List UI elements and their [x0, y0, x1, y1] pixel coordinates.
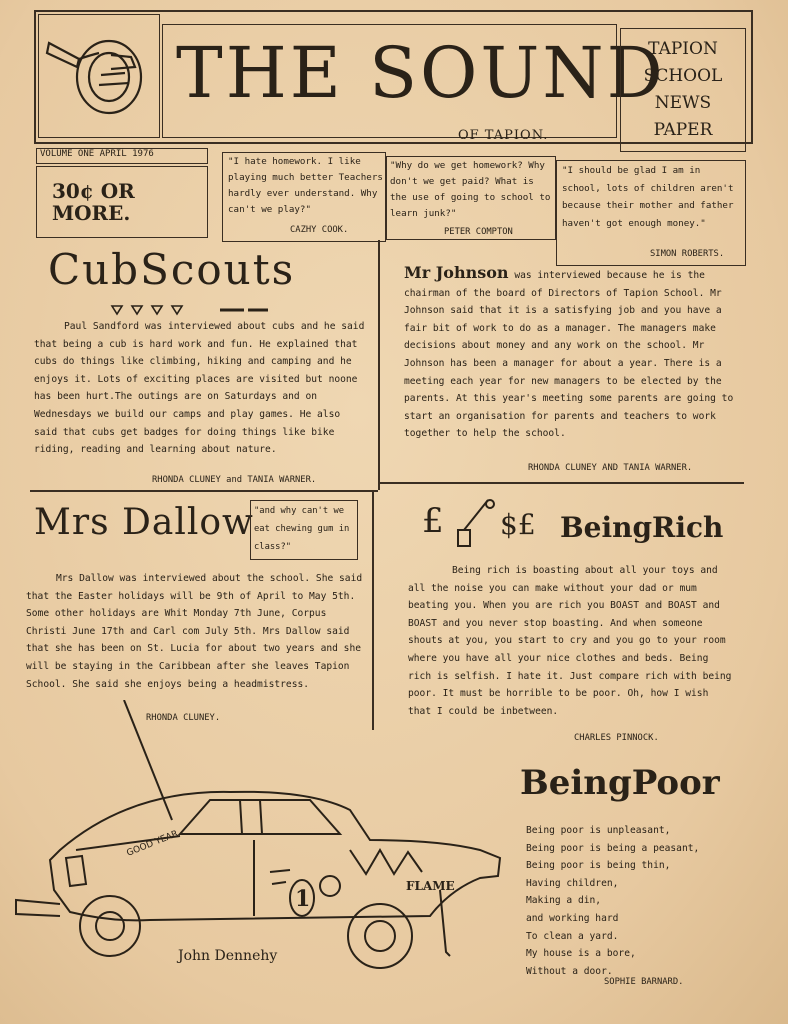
car-number: 1: [295, 886, 311, 912]
mrs-dallow-heading: Mrs Dallow: [34, 502, 254, 543]
race-car-drawing: [10, 700, 510, 990]
mrs-dallow-body: Mrs Dallow was interviewed about the school. She said that the Easter holidays will be 9th of April to May 5th. Some other holidays are Whit Monday 7th June, Corpus Christi June 17th and Carl com July 5th. Mrs Dallow said that she has been on St. Lucia for about two years and she will be staying in the Caribbean after she leaves Tapion School. She said she enjoys being a headmistress.: [26, 573, 363, 690]
being-rich-heading: BeingRich: [560, 511, 724, 544]
quote-3-text: "I should be glad I am in school, lots of children aren't because their mother and father haven't got enough money.": [562, 165, 734, 229]
svg-text:£: £: [422, 501, 444, 541]
car-text-flame: FLAME: [406, 879, 455, 893]
svg-text:$£: $£: [500, 508, 536, 541]
cub-scouts-byline: RHONDA CLUNEY and TANIA WARNER.: [152, 475, 317, 485]
money-symbols-icon: [418, 494, 558, 550]
row-rule-right: [378, 482, 744, 484]
masthead-title: THE SOUND: [176, 32, 666, 114]
school-news-label: [626, 36, 740, 144]
quote-1-text: "I hate homework. I like playing much better Teachers hardly ever understand. Why can't we play?": [228, 156, 383, 215]
poem-line: Without a door.: [526, 965, 613, 977]
mr-johnson-article: [404, 264, 740, 443]
poem-line: Making a din,: [526, 895, 602, 907]
poem-line: Being poor is being a peasant,: [526, 842, 700, 854]
car-text-goodyear: GOOD YEAR: [125, 829, 180, 859]
quote-2-author: PETER COMPTON: [444, 227, 513, 237]
mr-johnson-body: was interviewed because he is the chairman of the board of Directors of Tapion School. Mr Johnson said that it is a satisfying job and you have a fair bit of work to do as a manager. The managers make decisions about money and any work on the school. Mr Johnson has been a manager for about a year. There is a meeting each year for new managers to be elected by the parents. At this year's meeting some parents are going to start an organisation for parents and teachers to work together to help the school.: [404, 270, 734, 440]
mr-johnson-heading: Mr Johnson: [404, 263, 509, 282]
mr-johnson-byline: RHONDA CLUNEY AND TANIA WARNER.: [528, 463, 693, 473]
row-rule-left: [30, 490, 378, 492]
column-rule-upper: [378, 240, 380, 490]
poem-line: My house is a bore,: [526, 948, 636, 960]
school-news-line-2: SCHOOL: [643, 66, 723, 86]
school-news-line-4: PAPER: [653, 120, 713, 140]
masthead-subtitle: OF TAPION.: [458, 128, 549, 143]
price-label: 30¢ OR MORE.: [52, 179, 135, 225]
page-edge: [788, 0, 798, 1024]
artist-signature: John Dennehy: [178, 948, 278, 964]
horn-logo-box: [38, 14, 160, 138]
mrs-dallow-aside: "and why can't we eat chewing gum in class?": [254, 506, 350, 552]
quote-1-author: CAZHY COOK.: [290, 225, 349, 235]
being-poor-byline: SOPHIE BARNARD.: [604, 977, 684, 987]
quote-3-author: SIMON ROBERTS.: [650, 249, 725, 259]
school-news-line-1: TAPION: [648, 39, 718, 59]
quote-2-text: "Why do we get homework? Why don't we get paid? What is the use of going to school to learn junk?": [390, 160, 551, 219]
being-poor-heading: BeingPoor: [520, 763, 720, 803]
poem-line: Having children,: [526, 877, 619, 889]
mrs-dallow-byline: RHONDA CLUNEY.: [146, 713, 221, 723]
french-horn-icon: [39, 15, 159, 137]
poem-line: and working hard: [526, 912, 619, 924]
poem-line: Being poor is unpleasant,: [526, 825, 671, 836]
being-poor-poem: [526, 822, 746, 980]
poem-line: Being poor is being thin,: [526, 860, 671, 872]
column-rule-lower: [372, 490, 374, 730]
poem-line: To clean a yard.: [526, 930, 619, 942]
school-news-line-3: NEWS: [654, 93, 712, 113]
being-rich-byline: CHARLES PINNOCK.: [574, 733, 659, 743]
volume-line: VOLUME ONE APRIL 1976: [40, 149, 154, 159]
cub-scouts-body: Paul Sandford was interviewed about cubs and he said that being a cub is hard work and fun. He explained that cubs do things like climbing, hiking and camping and he enjoys it. Lots of exciting places are visited but noone has been hurt.The outings are on Saturdays and on Wednesdays we build our camps and play games. He also said that cubs get badges for doing things like bike riding, reading and learning about nature.: [34, 321, 365, 456]
being-rich-body: Being rich is boasting about all your toys and all the noise you can make without your dad or mum beating you. When you are rich you BOAST and BOAST and BOAST and you never stop boasting. And when someone shouts at you, you start to cry and you go to your room where you have all your nice clothes and beds. Being rich is selfish. I hate it. Just compare rich with being poor. It must be horrible to be poor. Oh, how I wish that I could be inbetween.: [408, 565, 732, 717]
triangle-ornament: [108, 300, 288, 316]
cub-scouts-heading: CubScouts: [48, 245, 296, 294]
